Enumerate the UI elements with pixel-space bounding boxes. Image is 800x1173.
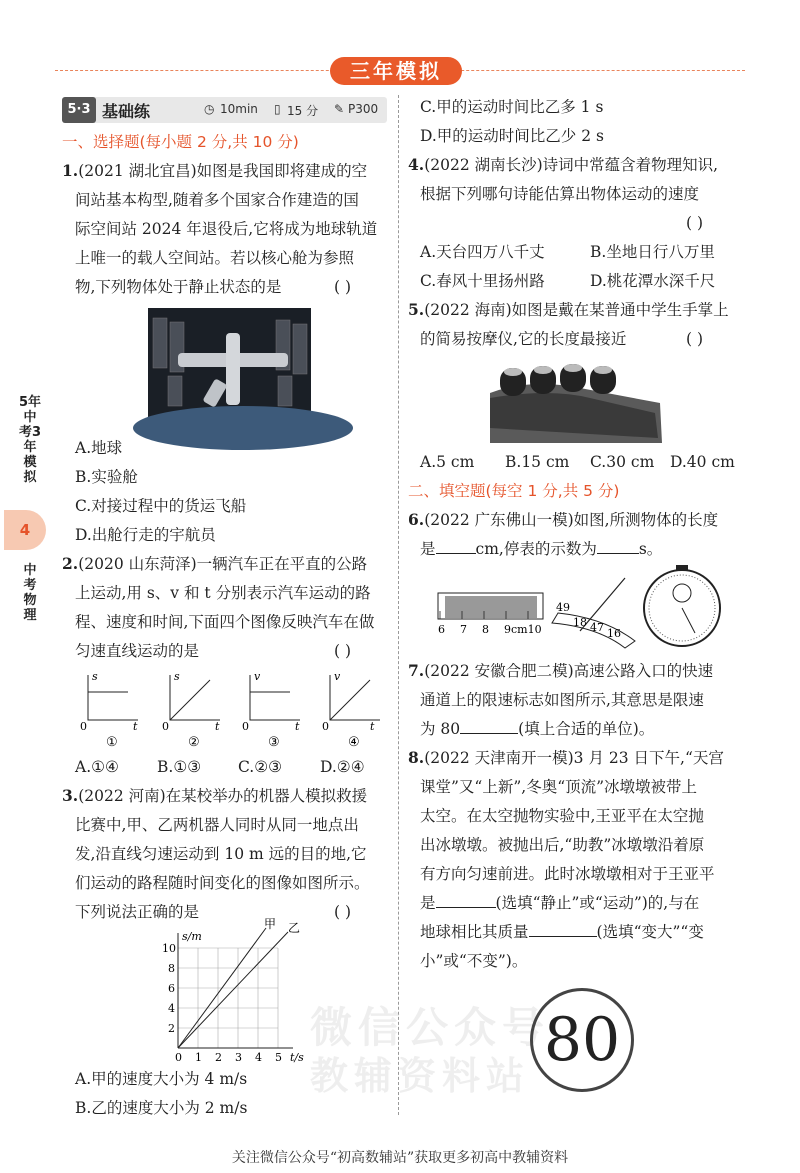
q8-number: 8. [408,748,425,767]
graph2-origin: 0 [162,720,169,733]
series-line-2 [178,932,288,1048]
graph1-caption: ① [106,735,118,750]
q5-option-d: D.40 cm [670,453,735,471]
q6-blank-time[interactable] [597,553,639,554]
q3-line: 们运动的路程随时间变化的图像如图所示。 [75,874,370,892]
y-tick-label: 4 [168,1002,175,1015]
side-chapter-tab: 4 [4,510,46,550]
series-label-1: 甲 [264,917,277,931]
q7-line: 通道上的限速标志如图所示,其意思是限速 [420,691,704,709]
q3-option-d: D.甲的运动时间比乙少 2 s [420,127,604,145]
q6-line: 是 cm,停表的示数为 s。 [420,540,663,558]
q1-line: 1.(2021 湖北宜昌)如图是我国即将建成的空 [62,161,368,180]
ruler-label: 9cm10 [504,623,542,636]
q1-line: 间站基本构型,随着多个国家合作建造的国 [75,191,359,209]
q5-number: 5. [408,300,425,319]
pencil-icon: ✎ [334,102,345,116]
q5-option-a: A.5 cm [420,453,475,471]
x-tick-label: 0 [175,1051,182,1064]
ruler-label: 7 [460,623,467,636]
answer-page: P300 [348,102,379,116]
q8-line: 太空。在太空抛物实验中,王亚平在太空抛 [420,807,704,825]
q1-option-b: B.实验舱 [75,468,138,486]
q5-line: 的简易按摩仪,它的长度最接近 [420,330,627,348]
q3-line: 3.(2022 河南)在某校举办的机器人模拟救援 [62,786,368,805]
dial-label: 49 [556,601,570,614]
x-tick-label: 1 [195,1051,202,1064]
q3-option-c: C.甲的运动时间比乙多 1 s [420,98,604,116]
graph3-xlabel: t [295,720,300,733]
graph2-xlabel: t [215,720,220,733]
graph1-origin: 0 [80,720,87,733]
q4-option-b: B.坐地日行八万里 [590,243,715,261]
graph3-ylabel: v [254,670,261,683]
q7-line: 为 80 (填上合适的单位)。 [420,720,655,738]
dial-label: 18 [573,616,587,629]
y-tick-label: 8 [168,962,175,975]
part1-heading: 一、选择题(每小题 2 分,共 10 分) [62,133,299,151]
watermark: 教辅资料站 [310,1054,531,1098]
side-book-title: 5年中考3年模拟 [18,395,42,485]
q1-option-a: A.地球 [75,439,123,457]
q7-line: 7.(2022 安徽合肥二模)高速公路入口的快速 [408,661,714,680]
graph3-caption: ③ [268,735,280,750]
ruler-stopwatch-image [430,563,730,648]
q4-option-d: D.桃花潭水深千尺 [590,272,716,290]
q3-number: 3. [62,786,79,805]
x-axis-label: t/s [290,1051,304,1064]
massager-image [490,358,665,443]
q2-option-c: C.②③ [238,758,283,776]
answer-paren: ( ) [686,214,704,232]
part2-heading: 二、填空题(每空 1 分,共 5 分) [408,482,620,500]
graph4-caption: ④ [348,735,360,750]
graph4-xlabel: t [370,720,375,733]
answer-paren: ( ) [334,278,352,296]
y-tick-label: 10 [162,942,176,955]
ruler-label: 8 [482,623,489,636]
q1-line: 物,下列物体处于静止状态的是 [75,278,282,296]
series-label-2: 乙 [288,921,301,935]
footer-note: 关注微信公众号“初高数辅站”获取更多初高中教辅资料 [231,1150,569,1166]
q2-line: 匀速直线运动的是 [75,642,200,660]
q3-line: 比赛中,甲、乙两机器人同时从同一地点出 [75,816,359,834]
clock-icon: ◷ [204,102,215,116]
x-tick-label: 3 [235,1051,242,1064]
ruler-label: 6 [438,623,445,636]
answer-paren: ( ) [686,330,704,348]
graph1-ylabel: s [92,670,98,683]
dial-label: 16 [607,627,621,640]
q8-line: 课堂”又“上新”,冬奥“顶流”冰墩墩被带上 [420,778,698,796]
graph2-caption: ② [188,735,200,750]
q8-line: 出冰墩墩。被抛出后,“助教”冰墩墩沿着原 [420,836,705,854]
x-tick-label: 5 [275,1051,282,1064]
section-title: 基础练 [102,102,151,121]
q4-number: 4. [408,155,425,174]
x-tick-label: 2 [215,1051,222,1064]
q2-line: 程、速度和时间,下面四个图像反映汽车在做 [75,613,375,631]
x-tick-label: 4 [255,1051,262,1064]
answer-paren: ( ) [334,903,352,921]
graph4-origin: 0 [322,720,329,733]
book-icon: ▯ [274,102,281,116]
q2-line: 2.(2020 山东菏泽)一辆汽车正在平直的公路 [62,554,368,573]
q8-line: 有方向匀速前进。此时冰墩墩相对于王亚平 [420,865,715,883]
score-total: 15 分 [287,104,319,118]
q1-option-c: C.对接过程中的货运飞船 [75,497,247,515]
q3-chart [148,917,308,1064]
q6-line: 6.(2022 广东佛山一模)如图,所测物体的长度 [408,510,719,529]
q4-option-c: C.春风十里扬州路 [420,272,545,290]
time-limit: 10min [220,102,258,116]
q1-option-d: D.出舱行走的宇航员 [75,526,216,544]
q3-line: 下列说法正确的是 [75,903,200,921]
q2-graphs [78,670,378,750]
q3-option-b: B.乙的速度大小为 2 m/s [75,1099,248,1117]
q8-blank-motion[interactable] [436,907,496,908]
space-station-image [148,308,311,420]
q7-number: 7. [408,661,425,680]
q1-line: 际空间站 2024 年退役后,它将成为地球轨道 [75,220,378,238]
watermark: 微信公众号 [310,1003,551,1052]
q8-line: 是 (选填“静止”或“运动”)的,与在 [420,894,700,912]
y-tick-label: 2 [168,1022,175,1035]
q8-line: 8.(2022 天津南开一模)3 月 23 日下午,“天宫 [408,748,724,767]
answer-paren: ( ) [334,642,352,660]
q8-blank-mass[interactable] [529,936,597,937]
q4-line: 根据下列哪句诗能估算出物体运动的速度 [420,185,700,203]
column-divider [398,95,399,1115]
q7-blank-unit[interactable] [460,733,518,734]
q1-line: 上唯一的载人空间站。若以核心舱为参照 [75,249,355,267]
graph3-origin: 0 [242,720,249,733]
q2-line: 上运动,用 s、v 和 t 分别表示汽车运动的路 [75,584,371,602]
graph2-ylabel: s [174,670,180,683]
chapter-banner: 三年模拟 [330,57,462,85]
speed-limit-sign: 80 [530,988,634,1092]
q8-line: 小”或“不变”)。 [420,952,528,970]
dial-label: 47 [590,621,604,634]
q6-blank-length[interactable] [436,553,476,554]
q8-line: 地球相比其质量 (选填“变大”“变 [420,923,704,941]
q3-option-a: A.甲的速度大小为 4 m/s [75,1070,248,1088]
q5-line: 5.(2022 海南)如图是戴在某普通中学生手掌上 [408,300,729,319]
side-subject: 中考物理 [23,563,37,623]
q2-option-a: A.①④ [75,758,119,776]
q3-line: 发,沿直线匀速运动到 10 m 远的目的地,它 [75,845,367,863]
q5-option-b: B.15 cm [505,453,570,471]
q2-number: 2. [62,554,79,573]
y-tick-label: 6 [168,982,175,995]
graph1-xlabel: t [133,720,138,733]
y-axis-label: s/m [182,930,202,943]
section-badge: 5·3 [62,97,96,123]
q4-option-a: A.天台四万八千丈 [420,243,545,261]
q4-line: 4.(2022 湖南长沙)诗词中常蕴含着物理知识, [408,155,719,174]
section-bar [62,97,387,123]
q1-number: 1. [62,161,79,180]
graph4-ylabel: v [334,670,341,683]
q5-option-c: C.30 cm [590,453,655,471]
q2-option-b: B.①③ [157,758,202,776]
q6-number: 6. [408,510,425,529]
q2-option-d: D.②④ [320,758,365,776]
